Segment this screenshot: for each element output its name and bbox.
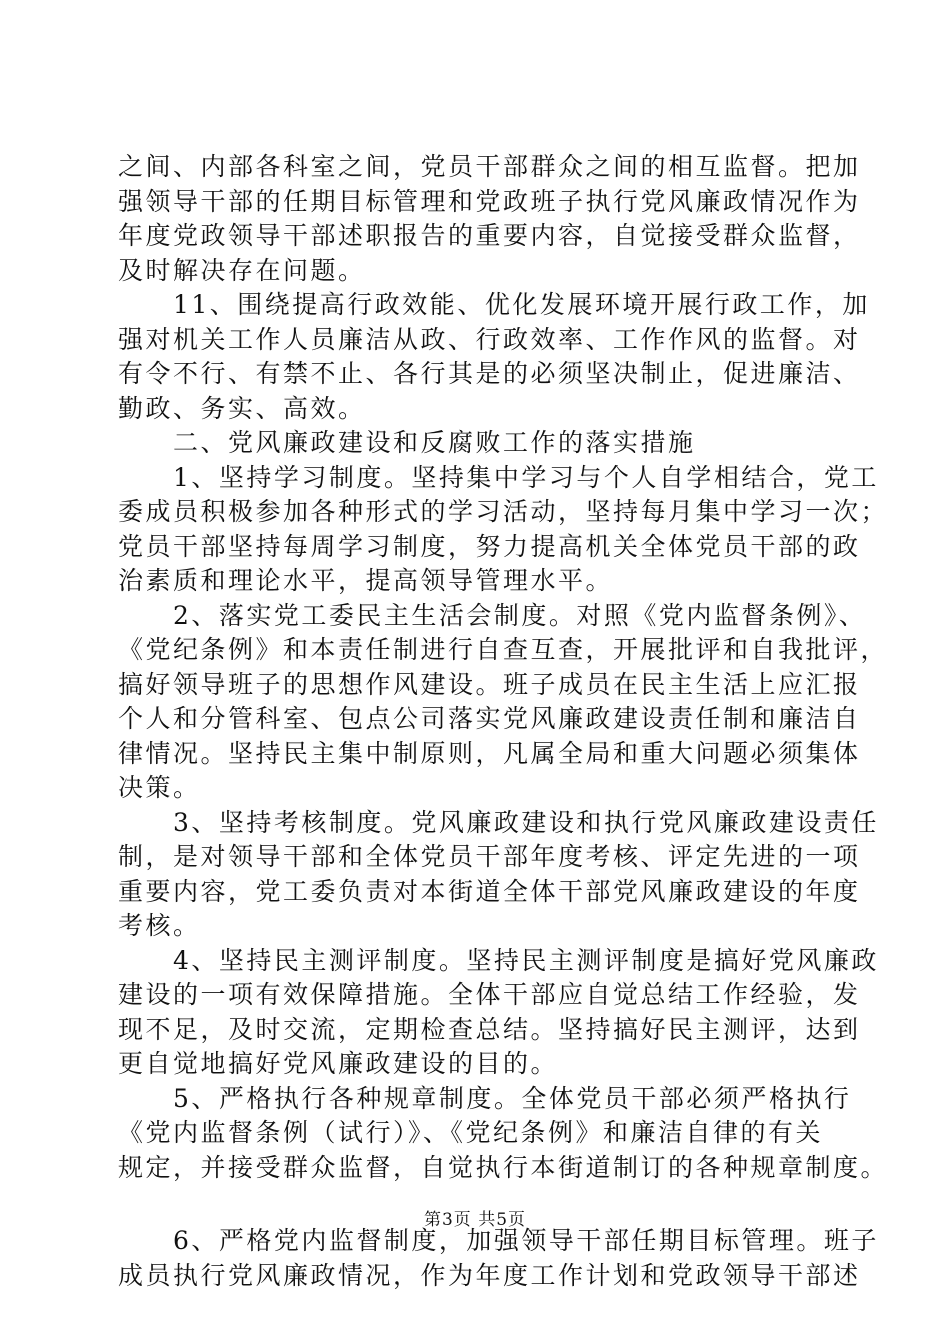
text-line: 之间、内部各科室之间，党员干部群众之间的相互监督。把加: [118, 152, 861, 181]
text-line: 重要内容，党工委负责对本街道全体干部党风廉政建设的年度: [118, 876, 861, 906]
text-line: 5、严格执行各种规章制度。全体党员干部必须严格执行: [118, 1083, 852, 1113]
text-line: 1、坚持学习制度。坚持集中学习与个人自学相结合，党工: [118, 462, 879, 492]
text-line: 6、严格党内监督制度，加强领导干部任期目标管理。班子: [118, 1226, 879, 1255]
document-body: [118, 150, 889, 1293]
text-line: 决策。: [118, 773, 201, 802]
text-line: 强对机关工作人员廉洁从政、行政效率、工作作风的监督。对: [118, 324, 861, 354]
text-line: 成员执行党风廉政情况，作为年度工作计划和党政领导干部述: [118, 1260, 861, 1290]
text-line: 搞好领导班子的思想作风建设。班子成员在民主生活上应汇报: [118, 669, 861, 699]
text-line: 年度党政领导干部述职报告的重要内容，自觉接受群众监督，: [118, 221, 861, 250]
text-line: 有令不行、有禁不止、各行其是的必须坚决制止，促进廉洁、: [118, 359, 861, 388]
text-line: 2、落实党工委民主生活会制度。对照《党内监督条例》、: [118, 600, 867, 630]
text-line: 《党纪条例》和本责任制进行自查互查，开展批评和自我批评，: [118, 635, 889, 664]
text-line: 11、围绕提高行政效能、优化发展环境开展行政工作，加: [118, 290, 870, 319]
text-line: 建设的一项有效保障措施。全体干部应自觉总结工作经验，发: [118, 980, 861, 1009]
text-line: 《党内监督条例（试行）》、《党纪条例》和廉洁自律的有关: [118, 1118, 824, 1147]
page-footer: 第3页 共5页: [423, 1210, 527, 1230]
text-line: 党员干部坚持每周学习制度，努力提高机关全体党员干部的政: [118, 531, 861, 561]
text-line: 3、坚持考核制度。党风廉政建设和执行党风廉政建设责任: [118, 807, 879, 837]
text-line: 更自觉地搞好党风廉政建设的目的。: [118, 1049, 559, 1078]
text-line: 强领导干部的任期目标管理和党政班子执行党风廉政情况作为: [118, 186, 861, 216]
text-line: 现不足，及时交流，定期检查总结。坚持搞好民主测评，达到: [118, 1014, 861, 1044]
text-line: 规定，并接受群众监督，自觉执行本街道制订的各种规章制度。: [118, 1152, 889, 1182]
text-line: 律情况。坚持民主集中制原则，凡属全局和重大问题必须集体: [118, 738, 861, 768]
text-line: 考核。: [118, 911, 201, 940]
section-heading: 二、党风廉政建设和反腐败工作的落实措施: [118, 428, 696, 457]
text-line: 治素质和理论水平，提高领导管理水平。: [118, 566, 614, 595]
text-line: 勤政、务实、高效。: [118, 393, 366, 423]
text-line: 及时解决存在问题。: [118, 255, 366, 285]
text-line: 4、坚持民主测评制度。坚持民主测评制度是搞好党风廉政: [118, 945, 879, 975]
text-line: 个人和分管科室、包点公司落实党风廉政建设责任制和廉洁自: [118, 704, 861, 733]
text-line: 委成员积极参加各种形式的学习活动，坚持每月集中学习一次；: [118, 497, 889, 526]
text-line: 制，是对领导干部和全体党员干部年度考核、评定先进的一项: [118, 842, 861, 871]
